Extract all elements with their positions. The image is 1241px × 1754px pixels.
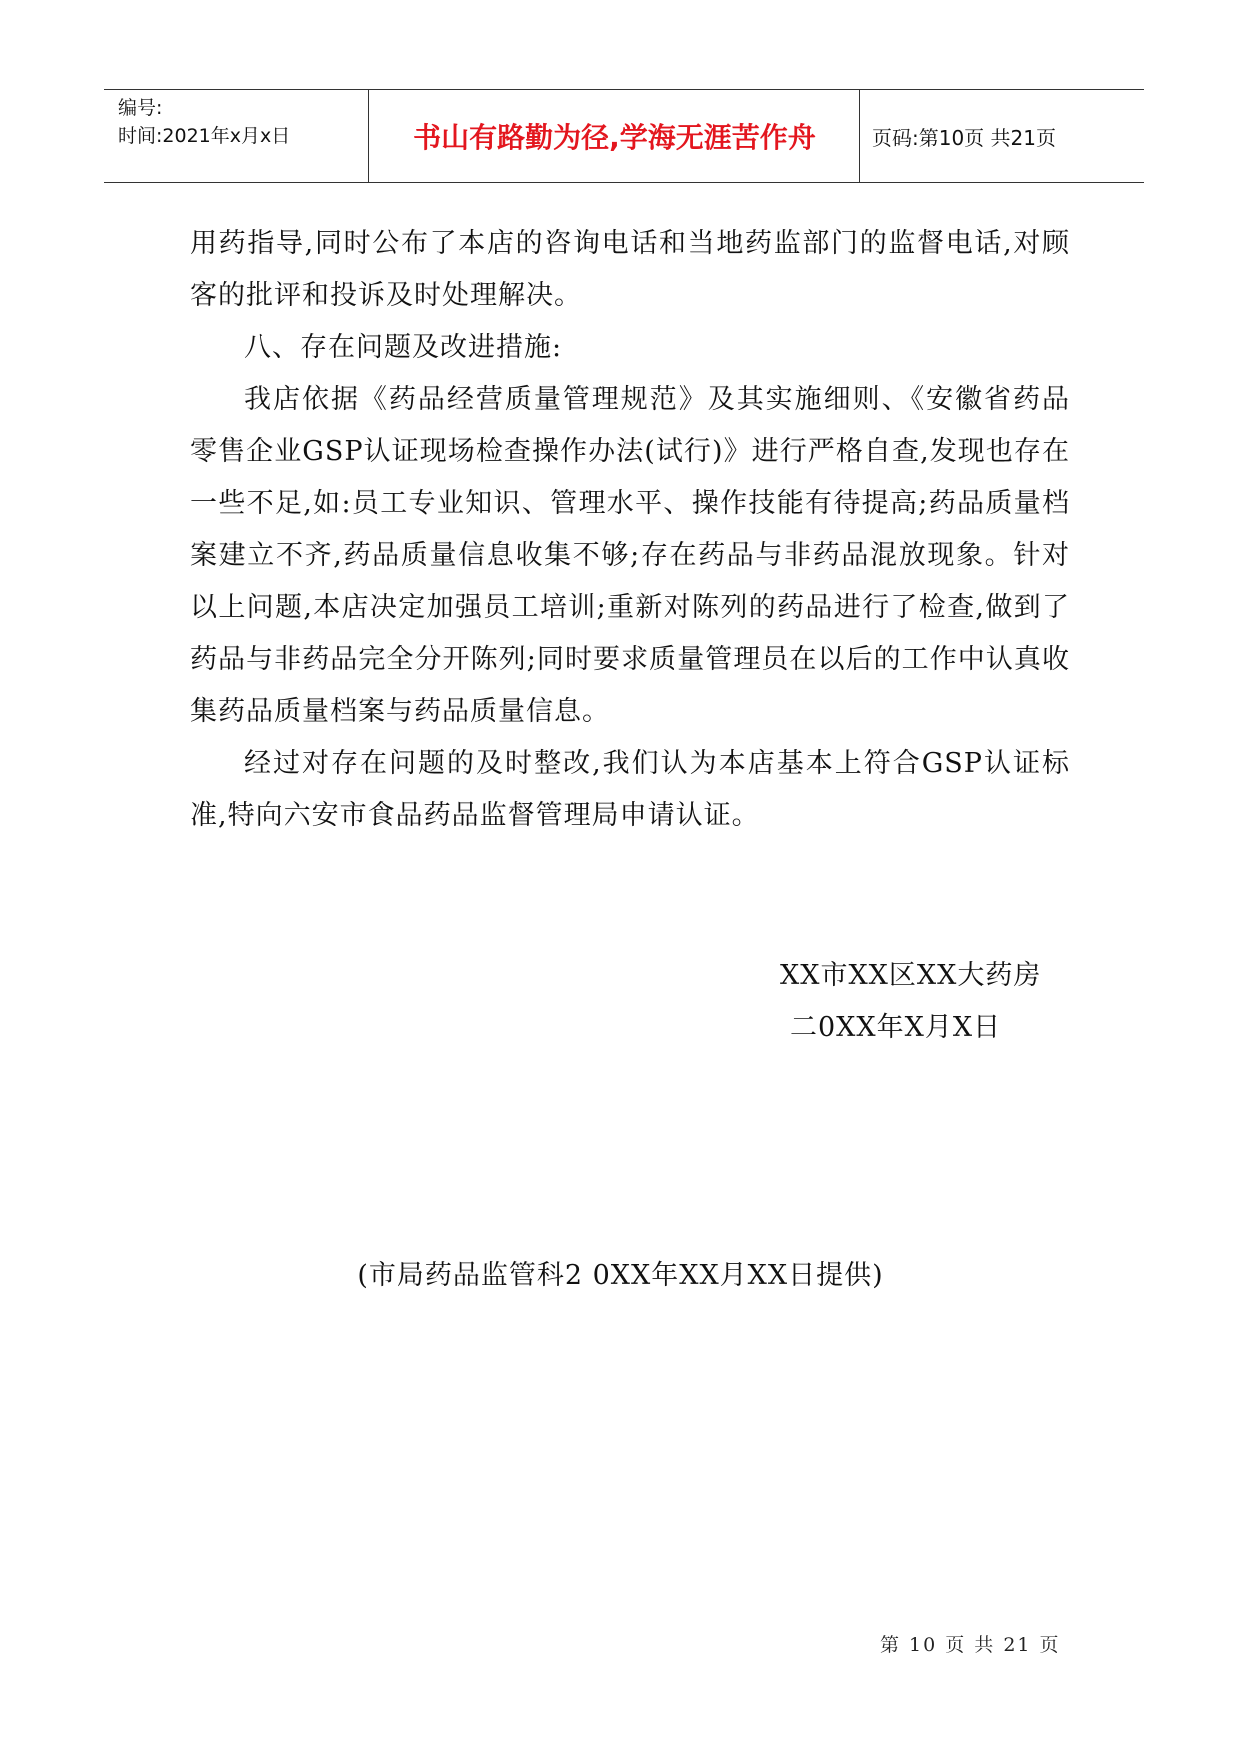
section-heading: 八、存在问题及改进措施: [244,332,563,363]
paragraph: 用药指导,同时公布了本店的咨询电话和当地药监部门的监督电话,对顾客的批评和投诉及时处理解决。 [190,228,1070,311]
document-body [190,218,1070,842]
header-meta [118,94,290,150]
header-page-code: 页码:第10页 共21页 [872,125,1056,150]
doc-number-label: 编号: [118,97,163,119]
footer-page-number: 第 10 页 共 21 页 [880,1634,1061,1656]
header-motto: 书山有路勤为径,学海无涯苦作舟 [413,121,816,154]
header-divider-right [859,89,860,183]
signature-date: 二0XX年X月X日 [790,1012,1002,1043]
header-divider-left [368,89,369,183]
paragraph: 我店依据《药品经营质量管理规范》及其实施细则、《安徽省药品零售企业GSP认证现场检查操作办法(试行)》进行严格自查,发现也存在一些不足,如:员工专业知识、管理水平、操作技能有待提高;药品质量档案建立不齐,药品质量信息收集不够;存在药品与非药品混放现象。针对以上问题,本店决定加强员工培训;重新对陈列的药品进行了检查,做到了药品与非药品完全分开陈列;同时要求质量管理员在以后的工作中认真收集药品质量档案与药品质量信息。 [190,384,1070,727]
paragraph: 经过对存在问题的及时整改,我们认为本店基本上符合GSP认证标准,特向六安市食品药品监督管理局申请认证。 [190,748,1070,831]
signature-block [780,950,1080,1054]
signature-org: XX市XX区XX大药房 [780,960,1042,991]
doc-time-label: 时间:2021年x月x日 [118,125,291,147]
provider-note: (市局药品监管科2 0XX年XX月XX日提供) [357,1260,884,1291]
